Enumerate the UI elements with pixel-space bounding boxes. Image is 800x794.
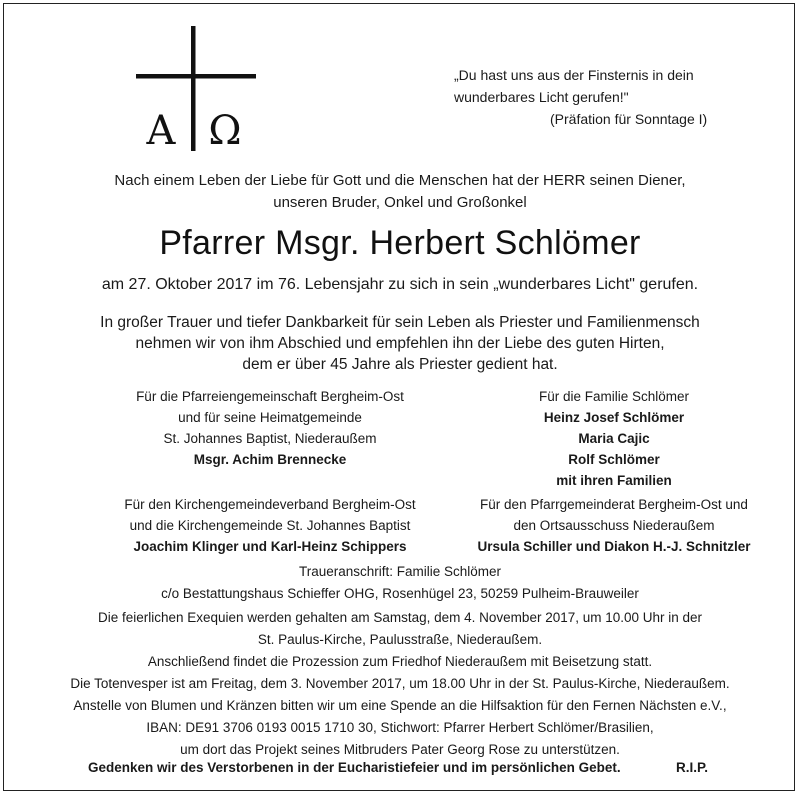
footer-text: Gedenken wir des Verstorbenen in der Eucharistiefeier und im persönlichen Gebet. [88,760,621,775]
address-line: c/o Bestattungshaus Schieffer OHG, Rosenhügel 23, 50259 Pulheim-Brauweiler [161,586,639,601]
details-line: Anschließend findet die Prozession zum Friedhof Niederaußem mit Beisetzung statt. [147,654,653,669]
grief-text [0,312,800,375]
signatory-name: Rolf Schlömer [568,452,660,467]
details-line: Die Totenvesper ist am Freitag, dem 3. November 2017, um 18.00 Uhr in der St. Paulus-Kirche, Niederaußem. [70,676,730,691]
cross-horizontal-bar [136,74,256,79]
signatory-parish [50,386,490,470]
signatory-line: und für seine Heimatgemeinde [178,410,362,425]
intro-line: Nach einem Leben der Liebe für Gott und die Menschen hat der HERR seinen Diener, [114,172,686,189]
signatory-family [430,386,798,491]
address-line: Traueranschrift: Familie Schlömer [298,564,502,579]
signatory-parish-council [430,494,798,557]
quote-line: „Du hast uns aus der Finsternis in dein [454,67,694,83]
grief-line: nehmen wir von ihm Abschied und empfehlen ihn der Liebe des guten Hirten, [135,335,665,352]
omega-letter: Ω [208,108,242,151]
quote-source: (Präfation für Sonntage I) [550,111,708,127]
signatory-name: Joachim Klinger und Karl-Heinz Schippers [133,539,407,554]
details-line: Anstelle von Blumen und Kränzen bitten wir um eine Spende an die Hilfsaktion für den Fernen Nächsten e.V., [73,698,727,713]
intro-text [0,170,800,214]
signatory-name: Heinz Josef Schlömer [543,410,685,425]
grief-line: In großer Trauer und tiefer Dankbarkeit für sein Leben als Priester und Familienmensch [100,314,700,331]
details-line: St. Paulus-Kirche, Paulusstraße, Niederaußem. [257,632,543,647]
details-line: IBAN: DE91 3706 0193 0015 1710 30, Stichwort: Pfarrer Herbert Schlömer/Brasilien, [146,720,654,735]
signatory-line: den Ortsausschuss Niederaußem [513,518,715,533]
signatory-name: Ursula Schiller und Diakon H.-J. Schnitzler [477,539,751,554]
signatory-church-board [50,494,490,557]
details-line: Die feierlichen Exequien werden gehalten am Samstag, dem 4. November 2017, um 10.00 Uhr in der [97,610,703,625]
death-statement: am 27. Oktober 2017 im 76. Lebensjahr zu sich in sein „wunderbares Licht" gerufen. [101,276,699,293]
bible-quote [454,64,707,130]
service-details [0,607,800,761]
intro-line: unseren Bruder, Onkel und Großonkel [273,194,527,211]
cross-vertical-bar [191,26,196,151]
footer-rip: R.I.P. [676,760,709,775]
signatory-name: Msgr. Achim Brennecke [193,452,347,467]
signatory-line: Für den Kirchengemeindeverband Bergheim-Ost [124,497,416,512]
signatory-line: und die Kirchengemeinde St. Johannes Baptist [129,518,411,533]
deceased-name: Pfarrer Msgr. Herbert Schlömer [159,224,641,262]
signatory-name: mit ihren Familien [556,473,672,488]
signatory-name: Maria Cajic [578,431,650,446]
cross-alpha-omega-symbol [136,26,256,151]
mourning-address [0,561,800,605]
signatory-line: Für die Familie Schlömer [538,389,690,404]
grief-line: dem er über 45 Jahre als Priester gedient hat. [242,356,558,373]
signatory-line: Für die Pfarreiengemeinschaft Bergheim-Ost [136,389,404,404]
quote-line: wunderbares Licht gerufen!" [454,89,629,105]
alpha-letter: A [146,108,176,151]
details-line: um dort das Projekt seines Mitbruders Pater Georg Rose zu unterstützen. [180,742,620,757]
signatory-line: Für den Pfarrgemeinderat Bergheim-Ost und [480,497,748,512]
signatory-line: St. Johannes Baptist, Niederaußem [163,431,377,446]
